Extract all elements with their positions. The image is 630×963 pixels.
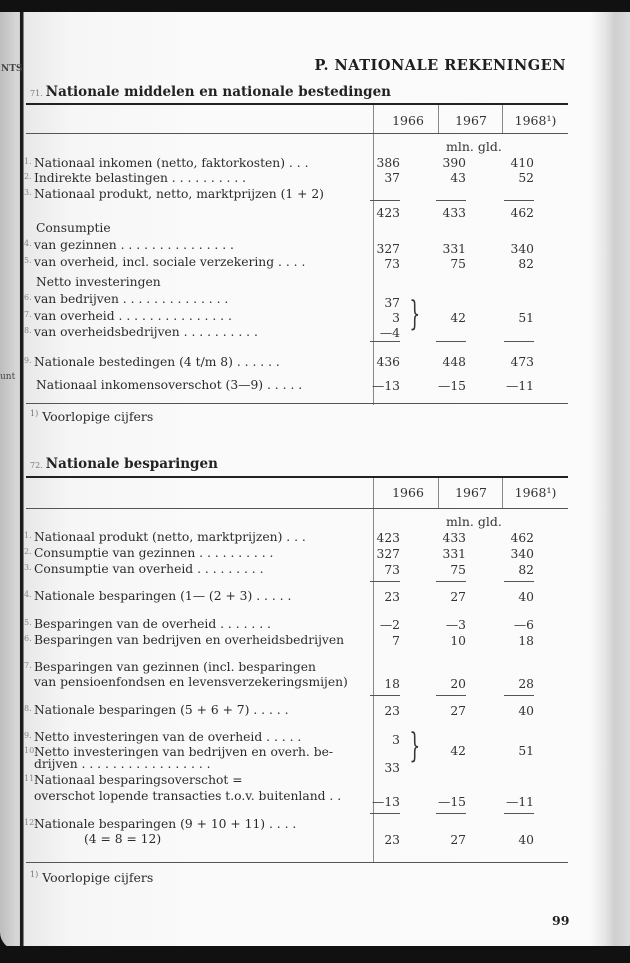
table-71-title <box>30 84 391 100</box>
brace-icon: } <box>409 726 421 766</box>
table-71-top-rule <box>26 103 568 105</box>
table-71-row-3: 3. Nationaal produkt, netto, marktprijzen (1 + 2) <box>24 187 324 201</box>
t71-r2-1968: 52 <box>518 171 534 185</box>
table-72-footnote: $^{1)}$ Voorlopige cijfers <box>30 870 154 886</box>
t71-r5-1968: 82 <box>518 257 534 271</box>
table-72-col-1968: 1968¹) <box>514 485 557 500</box>
t71-r4-1968: 340 <box>510 242 534 256</box>
sum-line <box>436 341 466 342</box>
t71-r10-1967: —15 <box>438 379 466 393</box>
t72-r12-1966: 23 <box>384 833 400 847</box>
table-72-col-1967: 1967 <box>455 485 487 500</box>
table-72-row-3: 3. Consumptie van overheid . . . . . . . . . <box>24 562 264 576</box>
t72-r11-1967: —15 <box>438 795 466 809</box>
t72-r6-1967: 10 <box>450 634 466 648</box>
table-72-title-text: Nationale besparingen <box>45 456 218 472</box>
table-71-bottom-rule <box>26 403 568 404</box>
table-71-unit: mln. gld. <box>446 139 502 154</box>
table-72-row-7: 7. Besparingen van gezinnen (incl. besparingen <box>24 660 316 674</box>
t72-r2-1967: 331 <box>442 547 466 561</box>
table-72-row-4: 4. Nationale besparingen (1— (2 + 3) . . . . . <box>24 589 292 603</box>
running-head: P. NATIONALE REKENINGEN <box>314 57 566 74</box>
table-72-row-8: 8. Nationale besparingen (5 + 6 + 7) . . . . . <box>24 703 289 717</box>
t71-r5-1966: 73 <box>384 257 400 271</box>
t72-r8-1966: 23 <box>384 704 400 718</box>
facing-page-margin-text: NTS <box>1 64 23 74</box>
table-72-row-11-cont: overschot lopende transacties t.o.v. buitenland . . <box>34 789 342 803</box>
table-71-row-6: 6. van bedrijven . . . . . . . . . . . . . . <box>24 292 229 306</box>
t72-r9-10-1967-combined: 42 <box>450 744 466 758</box>
t72-r3-1966: 73 <box>384 563 400 577</box>
sum-line <box>436 581 466 582</box>
t72-r9-10-1968-combined: 51 <box>518 744 534 758</box>
sum-line <box>436 813 466 814</box>
t71-r4-1967: 331 <box>442 242 466 256</box>
table-72-row-6: 6. Besparingen van bedrijven en overheidsbedrijven <box>24 633 345 647</box>
t72-r11-1968: —11 <box>506 795 534 809</box>
t72-r3-1968: 82 <box>518 563 534 577</box>
sum-line <box>370 581 400 582</box>
sum-line <box>370 341 400 342</box>
t72-r5-1966: —2 <box>379 618 400 632</box>
t72-r1-1968: 462 <box>510 531 534 545</box>
t72-r7-1966: 18 <box>384 677 400 691</box>
t72-r10-1966: 33 <box>384 761 400 775</box>
t72-r8-1968: 40 <box>518 704 534 718</box>
sum-line <box>370 200 400 201</box>
t71-r7-1967-combined: 42 <box>450 311 466 325</box>
document-page <box>0 12 630 950</box>
t71-r5-1967: 75 <box>450 257 466 271</box>
table-72-unit: mln. gld. <box>446 514 502 529</box>
scan-bottom-edge <box>0 946 630 963</box>
sum-line <box>504 695 534 696</box>
t71-r6-1966: 37 <box>384 296 400 310</box>
t72-r12-1967: 27 <box>450 833 466 847</box>
t72-r7-1967: 20 <box>450 677 466 691</box>
t71-r1-1966: 386 <box>376 156 400 170</box>
t72-r3-1967: 75 <box>450 563 466 577</box>
table-72-row-12: 12. Nationale besparingen (9 + 10 + 11) . . . . <box>24 817 297 831</box>
table-71-row-5: 5. van overheid, incl. sociale verzekering . . . . <box>24 255 306 269</box>
t72-r11-1966: —13 <box>372 795 400 809</box>
t72-r4-1967: 27 <box>450 590 466 604</box>
t72-r2-1968: 340 <box>510 547 534 561</box>
page-number: 99 <box>552 913 570 928</box>
table-71-row-4: 4. van gezinnen . . . . . . . . . . . . . . . <box>24 238 234 252</box>
table-71-row-7: 7. van overheid . . . . . . . . . . . . . . . <box>24 309 232 323</box>
t72-r12-1968: 40 <box>518 833 534 847</box>
t72-r5-1968: —6 <box>513 618 534 632</box>
table-71-title-text: Nationale middelen en nationale bestedingen <box>45 84 391 100</box>
t72-r7-1968: 28 <box>518 677 534 691</box>
table-72-row-12-cont: (4 = 8 = 12) <box>84 832 162 846</box>
t72-r4-1968: 40 <box>518 590 534 604</box>
t71-r2-1967: 43 <box>450 171 466 185</box>
table-72-row-9: 9. Netto investeringen van de overheid . . . . . <box>24 730 302 744</box>
sum-line <box>504 341 534 342</box>
table-72-row-11: 11. Nationaal besparingsoverschot = <box>24 773 243 787</box>
table-71-header-divider-1 <box>438 105 439 133</box>
sum-line <box>504 813 534 814</box>
table-71-number: 71. <box>30 89 43 98</box>
table-71-row-8: 8. van overheidsbedrijven . . . . . . . . . . <box>24 325 258 339</box>
t71-r3-1966: 423 <box>376 206 400 220</box>
table-72-row-7-cont: van pensioenfondsen en levensverzekeringsmijen) <box>34 675 348 689</box>
t72-r1-1967: 433 <box>442 531 466 545</box>
t71-r1-1967: 390 <box>442 156 466 170</box>
sum-line <box>370 695 400 696</box>
table-72-title <box>30 456 218 472</box>
table-71-row-1: 1. Nationaal inkomen (netto, faktorkosten) . . . <box>24 156 309 170</box>
table-72-row-10: 10. Netto investeringen van bedrijven en overh. be- <box>24 745 334 759</box>
table-71-header-rule <box>26 133 568 134</box>
table-72-row-5: 5. Besparingen van de overheid . . . . . . . <box>24 617 271 631</box>
table-72-row-2: 2. Consumptie van gezinnen . . . . . . . . . . <box>24 546 274 560</box>
t71-r7-1966: 3 <box>392 311 400 325</box>
t72-r6-1966: 7 <box>392 634 400 648</box>
table-71-row-overschot: Nationaal inkomensoverschot (3—9) . . . . . <box>36 378 303 392</box>
sum-line <box>436 200 466 201</box>
sum-line <box>370 813 400 814</box>
table-72-bottom-rule <box>26 862 568 863</box>
t71-r3-1968: 462 <box>510 206 534 220</box>
table-72-header-divider-2 <box>502 478 503 508</box>
t71-r8-1966: —4 <box>379 326 400 340</box>
t72-r5-1967: —3 <box>445 618 466 632</box>
t71-r9-1966: 436 <box>376 355 400 369</box>
t71-r3-1967: 433 <box>442 206 466 220</box>
t71-r1-1968: 410 <box>510 156 534 170</box>
t71-r4-1966: 327 <box>376 242 400 256</box>
t72-r8-1967: 27 <box>450 704 466 718</box>
t71-r7-1968-combined: 51 <box>518 311 534 325</box>
table-71-col-1967: 1967 <box>455 113 487 128</box>
t72-r1-1966: 423 <box>376 531 400 545</box>
facing-page-margin-text-2: unt <box>0 372 16 382</box>
table-72-top-rule <box>26 476 568 478</box>
table-71-header-divider-2 <box>502 105 503 133</box>
sum-line <box>504 581 534 582</box>
t72-r2-1966: 327 <box>376 547 400 561</box>
table-72-row-1: 1. Nationaal produkt (netto, marktprijzen) . . . <box>24 530 306 544</box>
table-72-col-1966: 1966 <box>392 485 424 500</box>
t71-r10-1966: —13 <box>372 379 400 393</box>
table-72-number: 72. <box>30 461 43 470</box>
table-71-group-consumptie: Consumptie <box>36 221 111 235</box>
table-71-row-9: 9. Nationale bestedingen (4 t/m 8) . . . . . . <box>24 355 280 369</box>
t72-r4-1966: 23 <box>384 590 400 604</box>
sum-line <box>504 200 534 201</box>
sum-line <box>436 695 466 696</box>
table-71-col-1968: 1968¹) <box>514 113 557 128</box>
brace-icon: } <box>409 294 421 334</box>
t71-r9-1968: 473 <box>510 355 534 369</box>
table-71-footnote: $^{1)}$ Voorlopige cijfers <box>30 409 154 425</box>
table-71-col-1966: 1966 <box>392 113 424 128</box>
t71-r9-1967: 448 <box>442 355 466 369</box>
table-71-group-investeringen: Netto investeringen <box>36 275 161 289</box>
t72-r9-1966: 3 <box>392 733 400 747</box>
table-72-header-divider-1 <box>438 478 439 508</box>
table-71-row-2: 2. Indirekte belastingen . . . . . . . . . . <box>24 171 247 185</box>
t72-r6-1968: 18 <box>518 634 534 648</box>
table-72-row-10-cont: drijven . . . . . . . . . . . . . . . . . <box>34 757 211 771</box>
t71-r10-1968: —11 <box>506 379 534 393</box>
t71-r2-1966: 37 <box>384 171 400 185</box>
table-72-header-rule <box>26 508 568 509</box>
